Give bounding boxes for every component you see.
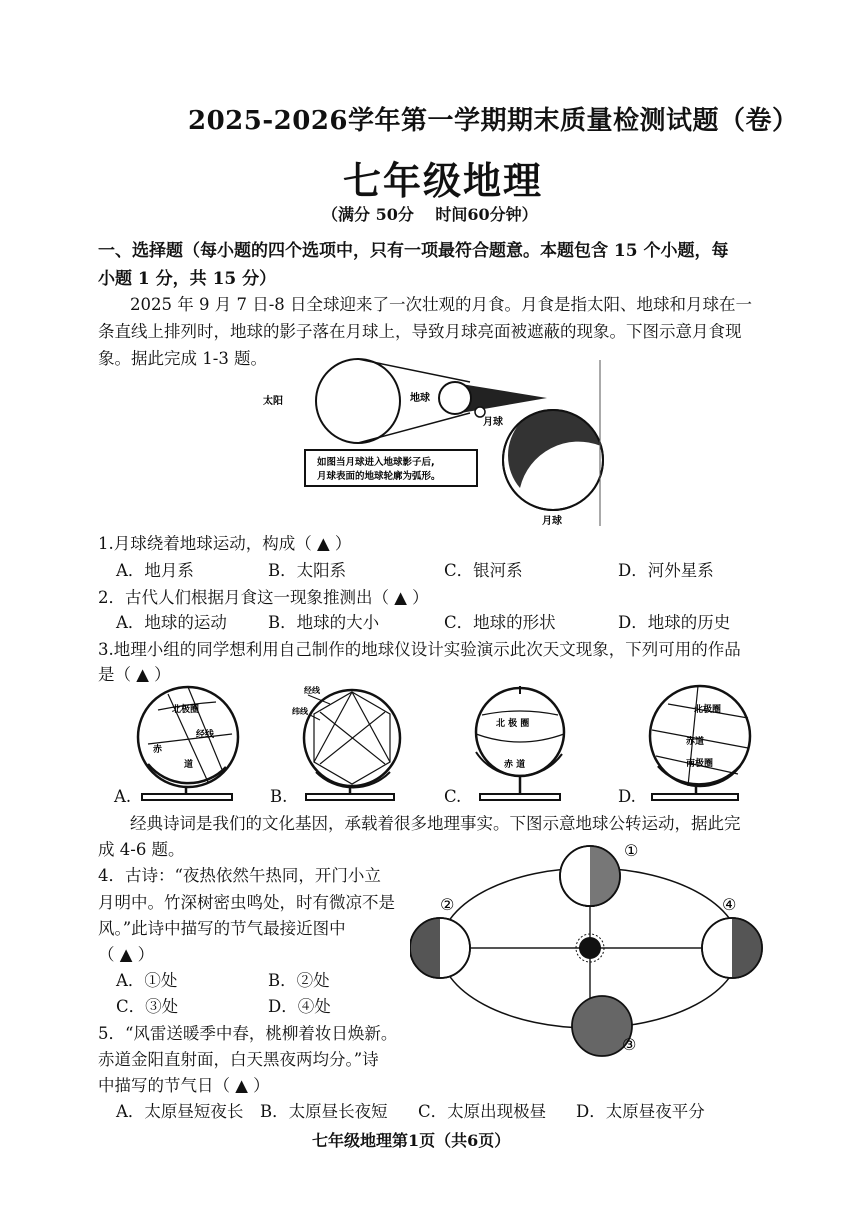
sun-dot: [579, 937, 601, 959]
q4-option-a[interactable]: A．①处: [116, 971, 178, 990]
q4-line1: 4．古诗：“夜热依然午热同，开门小立: [98, 866, 381, 885]
globe-a-label1: 北极圈: [172, 705, 200, 715]
globe-a: [128, 682, 258, 804]
q4-option-d[interactable]: D．④处: [268, 997, 331, 1016]
q1-option-d[interactable]: D．河外星系: [618, 561, 714, 580]
globe-a-label4: 经线: [196, 730, 215, 740]
globe-b-label2: 纬线: [292, 707, 308, 716]
sun-circle: [316, 359, 400, 443]
note-line1: 如图当月球进入地球影子后,: [317, 457, 435, 468]
globe-c: [462, 682, 592, 804]
globe-a-label3: 道: [184, 760, 194, 770]
q2-option-b[interactable]: B．地球的大小: [268, 613, 380, 632]
earth-label: 地球: [410, 393, 430, 404]
intro2-line2: 成 4-6 题。: [98, 840, 185, 859]
globe-d-label2: 赤道: [686, 737, 705, 747]
q3-option-c[interactable]: C.: [444, 787, 462, 806]
q5-option-a[interactable]: A．太原昼短夜长: [116, 1102, 244, 1121]
note-line2: 月球表面的地球轮廓为弧形。: [317, 471, 441, 482]
q4-line3: 风。”此诗中描写的节气最接近图中: [98, 919, 346, 938]
globe-b-label1: 经线: [304, 686, 320, 695]
q4-line2: 月明中。竹深树密虫鸣处，时有微凉不是: [98, 893, 395, 912]
intro1-line2: 条直线上排列时，地球的影子落在月球上，导致月球亮面被遮蔽的现象。下图示意月食现: [98, 322, 742, 341]
q4-option-b[interactable]: B．②处: [268, 971, 330, 990]
position-4-label: ④: [722, 895, 737, 914]
q4-line4: （ ▲ ）: [98, 945, 155, 964]
section-heading-line2: 小题 1 分，共 15 分）: [98, 269, 277, 289]
q1-option-c[interactable]: C．银河系: [444, 561, 523, 580]
q2-option-c[interactable]: C．地球的形状: [444, 613, 556, 632]
globe-b: [290, 682, 420, 804]
q2-option-d[interactable]: D．地球的历史: [618, 613, 731, 632]
q2-stem: 2．古代人们根据月食这一现象推测出（ ▲ ）: [98, 588, 429, 607]
exam-title: 2025-2026学年第一学期期末质量检测试题（卷）: [188, 106, 799, 136]
globe-d-label3: 南极圈: [686, 759, 714, 769]
q3-option-b[interactable]: B.: [270, 787, 288, 806]
q2-option-a[interactable]: A．地球的运动: [116, 613, 227, 632]
q3-stem-line1: 3.地理小组的同学想利用自己制作的地球仪设计实验演示此次天文现象，下列可用的作品: [98, 640, 741, 659]
score-time: （满分 50分 时间60分钟）: [322, 205, 538, 224]
orbit-diagram: [410, 840, 770, 1062]
moon-big-label: 月球: [542, 516, 562, 527]
q4-option-c[interactable]: C．③处: [116, 997, 179, 1016]
subject-title: 七年级地理: [343, 159, 544, 203]
q5-line1: 5．“风雷送暖季中春，桃柳着妆日焕新。: [98, 1024, 398, 1043]
q3-stem-line2: 是（ ▲ ）: [98, 665, 171, 684]
position-2-label: ②: [440, 895, 455, 914]
q3-option-d[interactable]: D.: [618, 787, 636, 806]
globe-d-label1: 北极圈: [694, 705, 722, 715]
q5-line3: 中描写的节气日（ ▲ ）: [98, 1076, 270, 1095]
q5-option-d[interactable]: D．太原昼夜平分: [576, 1102, 705, 1121]
q5-option-b[interactable]: B．太原昼长夜短: [260, 1102, 388, 1121]
globe-c-label2: 赤 道: [504, 760, 526, 770]
moon-small-circle: [475, 407, 485, 417]
globe-a-label2: 赤: [153, 745, 163, 755]
position-1-label: ①: [624, 841, 639, 860]
globe-d: [638, 682, 768, 804]
globe-c-label1: 北 极 圈: [496, 719, 530, 729]
section-heading-line1: 一、选择题（每小题的四个选项中，只有一项最符合题意。本题包含 15 个小题，每: [98, 241, 729, 261]
q5-line2: 赤道金阳直射面，白天黑夜两均分。”诗: [98, 1050, 379, 1069]
page-footer: 七年级地理第1页（共6页）: [312, 1131, 511, 1150]
moon-small-label: 月球: [483, 417, 503, 428]
intro1-line1: 2025 年 9 月 7 日-8 日全球迎来了一次壮观的月食。月食是指太阳、地球和月球在一: [130, 295, 753, 314]
q1-option-b[interactable]: B．太阳系: [268, 561, 347, 580]
sun-label: 太阳: [263, 396, 283, 407]
q5-option-c[interactable]: C．太原出现极昼: [418, 1102, 547, 1121]
position-3-label: ③: [622, 1035, 637, 1054]
q3-option-a[interactable]: A.: [114, 787, 132, 806]
earth-circle: [439, 382, 471, 414]
intro1-line3: 象。据此完成 1-3 题。: [98, 349, 268, 368]
eclipse-diagram: [255, 358, 615, 530]
q1-option-a[interactable]: A．地月系: [116, 561, 194, 580]
intro2-line1: 经典诗词是我们的文化基因，承载着很多地理事实。下图示意地球公转运动，据此完: [130, 814, 741, 833]
q1-stem: 1.月球绕着地球运动，构成（ ▲ ）: [98, 534, 352, 553]
